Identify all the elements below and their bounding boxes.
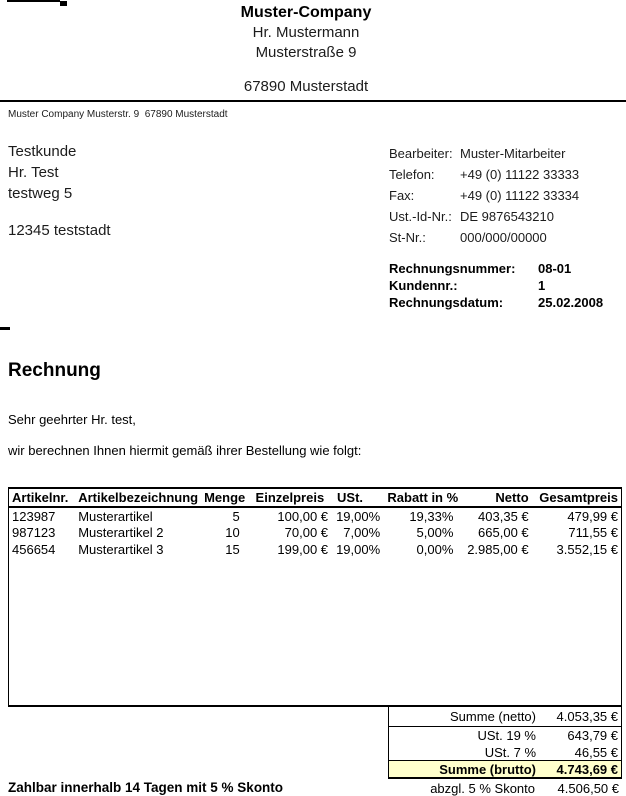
total-value: 46,55 €: [574, 744, 618, 760]
contact-row-telefon: [389, 164, 579, 185]
recipient-street: testweg 5: [8, 185, 73, 202]
total-value: 643,79 €: [567, 728, 618, 743]
total-value: 4.743,69 €: [556, 761, 618, 777]
cell-einzelpreis: 199,00 €: [277, 542, 329, 557]
discount-label: abzgl. 5 % Skonto: [430, 781, 535, 796]
cell-artikelnr: 123987: [12, 508, 56, 524]
items-header-row: [9, 489, 621, 507]
column-header-artikelnr: Artikelnr.: [9, 489, 75, 507]
discount-value: 4.506,50 €: [557, 781, 619, 796]
recipient-city: 12345 teststadt: [8, 222, 111, 239]
logo-mark-line: [7, 0, 60, 2]
customer-number-label: Kundennr.:: [389, 278, 458, 293]
table-row: [9, 507, 621, 524]
totals-row-ust7: [389, 744, 621, 761]
company-contact: Hr. Mustermann: [252, 24, 360, 41]
contact-value: DE 9876543210: [460, 209, 554, 224]
invoice-date-value: 25.02.2008: [538, 295, 604, 310]
fold-mark: [0, 327, 10, 330]
recipient-address: [8, 141, 111, 241]
contact-value: +49 (0) 11122 33334: [460, 188, 580, 203]
cell-ust: 19,00%: [336, 542, 381, 557]
contact-info-block: [389, 143, 579, 248]
company-name: Muster-Company: [240, 4, 372, 21]
contact-row-fax: [389, 185, 579, 206]
cell-einzelpreis: 100,00 €: [277, 508, 329, 524]
invoice-meta-block: [389, 260, 603, 311]
table-row: [9, 541, 621, 558]
cell-netto: 2.985,00 €: [467, 542, 529, 557]
contact-label: Bearbeiter:: [389, 146, 453, 161]
page-title: Rechnung: [8, 360, 101, 381]
invoice-number-label: Rechnungsnummer:: [389, 261, 516, 276]
total-value: 4.053,35 €: [556, 709, 618, 724]
column-header-netto: Netto: [459, 489, 534, 507]
contact-label: Fax:: [389, 188, 415, 203]
column-header-artikelbezeichnung: Artikelbezeichnung: [75, 489, 203, 507]
cell-menge: 10: [225, 525, 240, 540]
cell-artikelnr: 987123: [12, 525, 56, 540]
cell-menge: 15: [225, 542, 240, 557]
cell-gesamtpreis: 479,99 €: [567, 508, 618, 524]
cell-artikelbezeichnung: Musterartikel 2: [78, 525, 164, 540]
cell-ust: 7,00%: [343, 525, 381, 540]
contact-row-bearbeiter: [389, 143, 579, 164]
invoice-date-row: [389, 294, 603, 311]
cell-gesamtpreis: 3.552,15 €: [556, 542, 618, 557]
cell-artikelnr: 456654: [12, 542, 56, 557]
invoice-date-label: Rechnungsdatum:: [389, 295, 504, 310]
greeting-text: Sehr geehrter Hr. test,: [8, 412, 136, 427]
totals-row-ust19: [389, 727, 621, 744]
contact-row-ustid: [389, 206, 579, 227]
intro-text: wir berechnen Ihnen hiermit gemäß ihrer Bestellung wie folgt:: [8, 443, 362, 458]
recipient-contact: Hr. Test: [8, 164, 59, 181]
recipient-name: Testkunde: [8, 143, 77, 160]
cell-einzelpreis: 70,00 €: [284, 525, 329, 540]
cell-artikelbezeichnung: Musterartikel: [78, 508, 153, 524]
total-label: Summe (brutto): [439, 761, 536, 777]
contact-row-stnr: [389, 227, 579, 248]
customer-number-value: 1: [538, 278, 546, 293]
discount-row: [388, 781, 622, 796]
table-row: [9, 524, 621, 541]
cell-rabatt: 19,33%: [409, 508, 454, 524]
contact-value: +49 (0) 11122 33333: [460, 167, 580, 182]
cell-menge: 5: [232, 508, 240, 524]
cell-rabatt: 0,00%: [416, 542, 454, 557]
column-header-rabatt: Rabatt in %: [386, 489, 459, 507]
totals-box: [388, 707, 622, 779]
cell-rabatt: 5,00%: [416, 525, 454, 540]
contact-label: Ust.-Id-Nr.:: [389, 209, 452, 224]
contact-value: Muster-Mitarbeiter: [460, 146, 566, 161]
company-header: [0, 3, 612, 97]
total-label: Summe (netto): [450, 709, 536, 724]
contact-value: 000/000/00000: [460, 230, 547, 245]
cell-artikelbezeichnung: Musterartikel 3: [78, 542, 164, 557]
company-city: 67890 Musterstadt: [243, 78, 369, 95]
column-header-gesamtpreis: Gesamtpreis: [535, 489, 621, 507]
cell-netto: 403,35 €: [478, 508, 529, 524]
items-table: [8, 487, 622, 707]
invoice-number-value: 08-01: [538, 261, 572, 276]
payment-terms: Zahlbar innerhalb 14 Tagen mit 5 % Skonto: [8, 780, 284, 795]
cell-netto: 665,00 €: [478, 525, 529, 540]
contact-label: Telefon:: [389, 167, 435, 182]
invoice-number-row: [389, 260, 603, 277]
totals-row-netto: [389, 707, 621, 727]
company-street: Musterstraße 9: [255, 44, 357, 61]
contact-label: St-Nr.:: [389, 230, 426, 245]
cell-ust: 19,00%: [336, 508, 381, 524]
customer-number-row: [389, 277, 603, 294]
total-label: USt. 19 %: [477, 728, 536, 743]
total-label: USt. 7 %: [484, 744, 536, 760]
column-header-ust: USt.: [334, 489, 386, 507]
column-header-menge: Menge: [204, 489, 246, 507]
totals-row-brutto: [389, 761, 621, 779]
sender-return-address: Muster Company Musterstr. 9 67890 Musterstadt: [8, 109, 228, 120]
cell-gesamtpreis: 711,55 €: [568, 525, 618, 540]
header-divider-rule: [0, 100, 626, 102]
column-header-einzelpreis: Einzelpreis: [246, 489, 334, 507]
